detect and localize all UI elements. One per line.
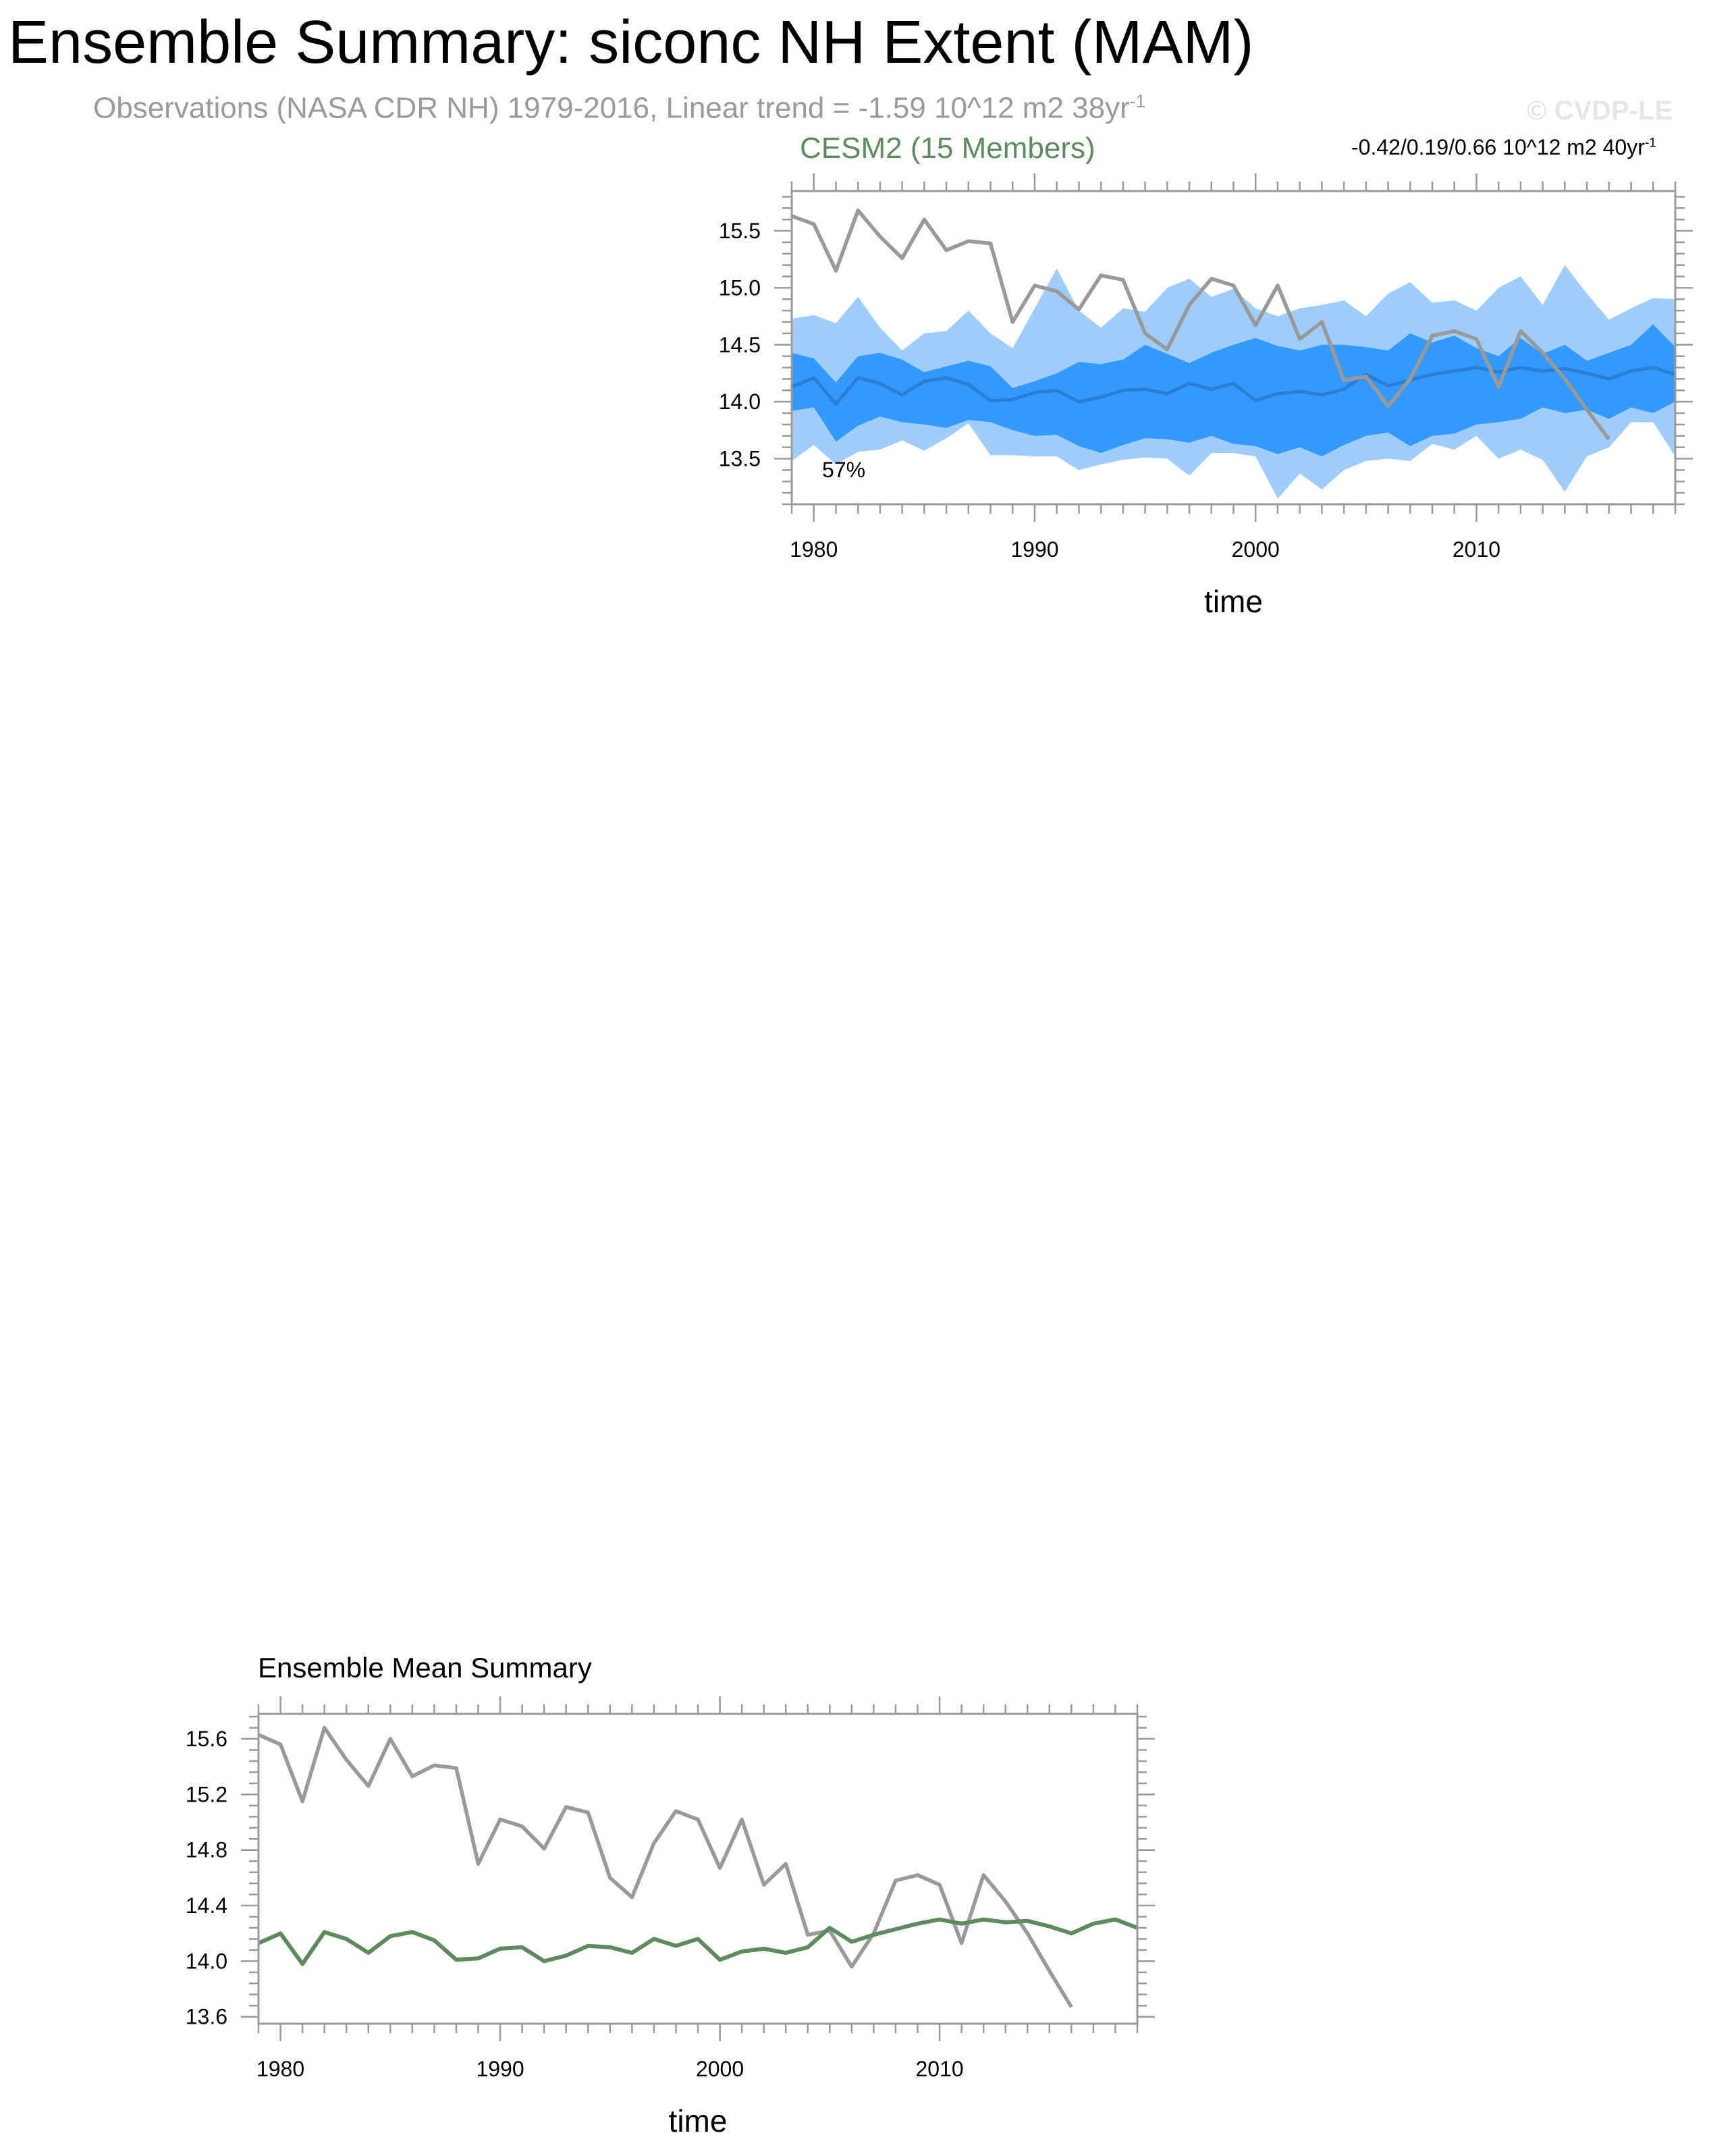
panel-x-tick-label: 1990 (1010, 537, 1059, 562)
panel-x-axis-title: time (1204, 584, 1263, 619)
trend-range-superscript: -1 (1644, 136, 1656, 151)
panel-y-tick-label: 13.5 (718, 446, 761, 471)
mean-x-tick-label: 1990 (476, 2057, 524, 2081)
mean-y-tick-label: 14.8 (185, 1837, 227, 1862)
panel-plot-area (792, 211, 1675, 499)
panel-title: CESM2 (15 Members) (800, 132, 1095, 165)
mean-x-tick-label: 1980 (256, 2057, 305, 2081)
mean-y-tick-label: 15.6 (185, 1727, 227, 1752)
mean-plot-area (259, 1728, 1137, 2007)
mean-y-tick-label: 14.4 (185, 1893, 227, 1918)
model-mean-line (259, 1920, 1137, 1964)
mean-y-tick-label: 14.0 (185, 1949, 227, 1974)
trend-range-text: -0.42/0.19/0.66 10^12 m2 40yr (1351, 135, 1645, 159)
ensemble-mean-title: Ensemble Mean Summary (258, 1652, 592, 1683)
panel-y-tick-label: 14.0 (718, 389, 761, 414)
mean-x-axis-title: time (668, 2103, 728, 2138)
observations-line (259, 1728, 1071, 2007)
mean-plot-frame (259, 1714, 1137, 2024)
mean-chart-group (186, 1696, 1155, 2138)
panel-y-tick-label: 15.5 (718, 219, 761, 244)
panel-y-tick-label: 14.5 (718, 332, 761, 357)
mean-y-tick-label: 13.6 (185, 2004, 227, 2029)
panel-x-tick-label: 2000 (1231, 537, 1280, 562)
panel-x-tick-label: 2010 (1452, 537, 1501, 562)
main-title: Ensemble Summary: siconc NH Extent (MAM) (8, 9, 1254, 76)
watermark: © CVDP-LE (1527, 96, 1673, 126)
mean-y-tick-label: 15.2 (185, 1782, 227, 1807)
panel-chart-group (719, 173, 1693, 619)
mean-x-tick-label: 2000 (695, 2057, 744, 2081)
subtitle-superscript: -1 (1129, 91, 1146, 111)
mean-x-tick-label: 2010 (915, 2057, 964, 2081)
panel-y-tick-label: 15.0 (718, 275, 761, 300)
percent-annotation: 57% (822, 458, 866, 482)
panel-x-tick-label: 1980 (790, 537, 838, 562)
subtitle-text: Observations (NASA CDR NH) 1979-2016, Linear trend = -1.59 10^12 m2 38yr (93, 91, 1130, 125)
